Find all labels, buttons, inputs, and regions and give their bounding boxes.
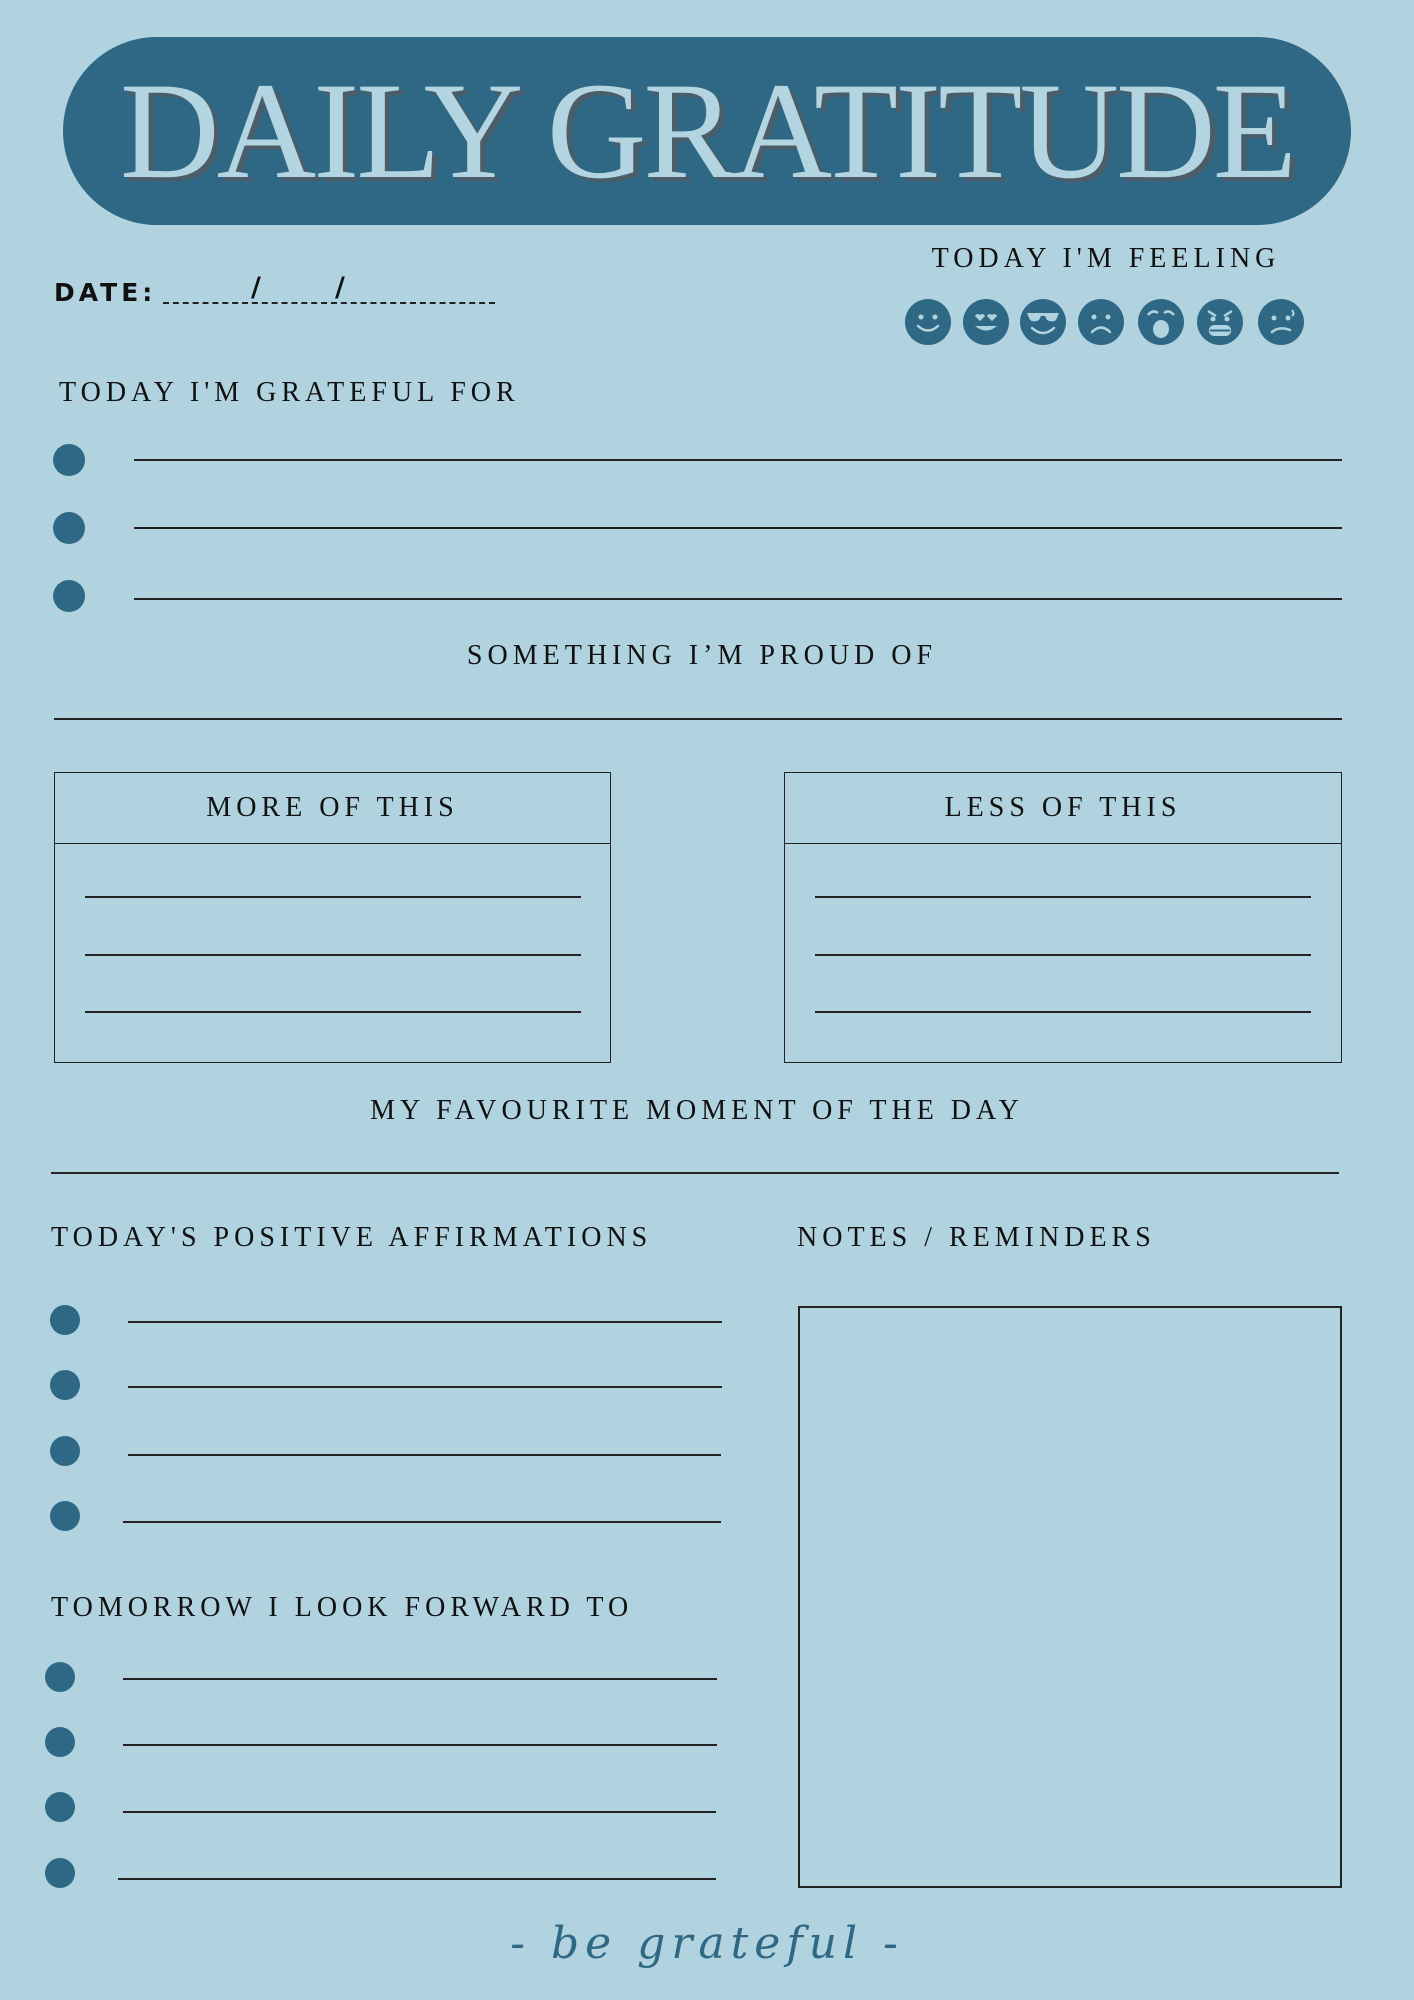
grateful-line[interactable] bbox=[134, 598, 1342, 600]
proud-heading: SOMETHING I’M PROUD OF bbox=[466, 640, 938, 671]
bullet-dot bbox=[45, 1662, 75, 1692]
affirmation-line[interactable] bbox=[123, 1521, 721, 1523]
sad-face-icon[interactable] bbox=[1077, 298, 1125, 346]
affirmation-line[interactable] bbox=[128, 1386, 722, 1388]
date-separator: / bbox=[335, 272, 345, 303]
bullet-dot bbox=[53, 580, 85, 612]
favourite-line[interactable] bbox=[51, 1172, 1339, 1174]
date-separator: / bbox=[251, 272, 261, 303]
affirmation-line[interactable] bbox=[128, 1321, 722, 1323]
more-line[interactable] bbox=[85, 896, 581, 898]
tomorrow-heading: TOMORROW I LOOK FORWARD TO bbox=[51, 1592, 634, 1623]
bullet-dot bbox=[50, 1305, 80, 1335]
affirmations-heading: TODAY'S POSITIVE AFFIRMATIONS bbox=[51, 1222, 653, 1253]
feeling-heading: TODAY I'M FEELING bbox=[931, 243, 1281, 274]
bullet-dot bbox=[53, 444, 85, 476]
sunglasses-face-icon[interactable] bbox=[1019, 298, 1067, 346]
bullet-dot bbox=[45, 1792, 75, 1822]
bullet-dot bbox=[53, 512, 85, 544]
affirmation-line[interactable] bbox=[128, 1454, 721, 1456]
notes-box[interactable] bbox=[798, 1306, 1342, 1888]
less-of-this-box bbox=[784, 772, 1342, 1063]
more-line[interactable] bbox=[85, 954, 581, 956]
less-line[interactable] bbox=[815, 1011, 1311, 1013]
bullet-dot bbox=[45, 1858, 75, 1888]
tomorrow-line[interactable] bbox=[123, 1811, 716, 1813]
angry-face-icon[interactable] bbox=[1196, 298, 1244, 346]
proud-line[interactable] bbox=[54, 718, 1342, 720]
bullet-dot bbox=[50, 1501, 80, 1531]
grateful-heading: TODAY I'M GRATEFUL FOR bbox=[59, 377, 520, 408]
bullet-dot bbox=[50, 1370, 80, 1400]
heart-eyes-face-icon[interactable] bbox=[962, 298, 1010, 346]
tomorrow-line[interactable] bbox=[123, 1678, 717, 1680]
more-line[interactable] bbox=[85, 1011, 581, 1013]
crying-face-icon[interactable] bbox=[1137, 298, 1185, 346]
happy-face-icon[interactable] bbox=[904, 298, 952, 346]
grateful-line[interactable] bbox=[134, 527, 1342, 529]
date-field[interactable] bbox=[163, 302, 495, 304]
more-of-this-box bbox=[54, 772, 611, 1063]
bullet-dot bbox=[50, 1436, 80, 1466]
tomorrow-line[interactable] bbox=[118, 1878, 716, 1880]
favourite-moment-heading: MY FAVOURITE MOMENT OF THE DAY bbox=[370, 1095, 1024, 1126]
bullet-dot bbox=[45, 1727, 75, 1757]
grateful-line[interactable] bbox=[134, 459, 1342, 461]
page-title: DAILY GRATITUDE bbox=[119, 54, 1295, 207]
footer-tagline: - be grateful - bbox=[510, 1918, 904, 1969]
date-label: DATE: bbox=[54, 278, 157, 307]
less-of-this-heading: LESS OF THIS bbox=[944, 792, 1182, 823]
less-line[interactable] bbox=[815, 954, 1311, 956]
less-line[interactable] bbox=[815, 896, 1311, 898]
notes-heading: NOTES / REMINDERS bbox=[797, 1222, 1156, 1253]
worried-face-icon[interactable] bbox=[1257, 298, 1305, 346]
more-of-this-heading: MORE OF THIS bbox=[206, 792, 459, 823]
tomorrow-line[interactable] bbox=[123, 1744, 717, 1746]
